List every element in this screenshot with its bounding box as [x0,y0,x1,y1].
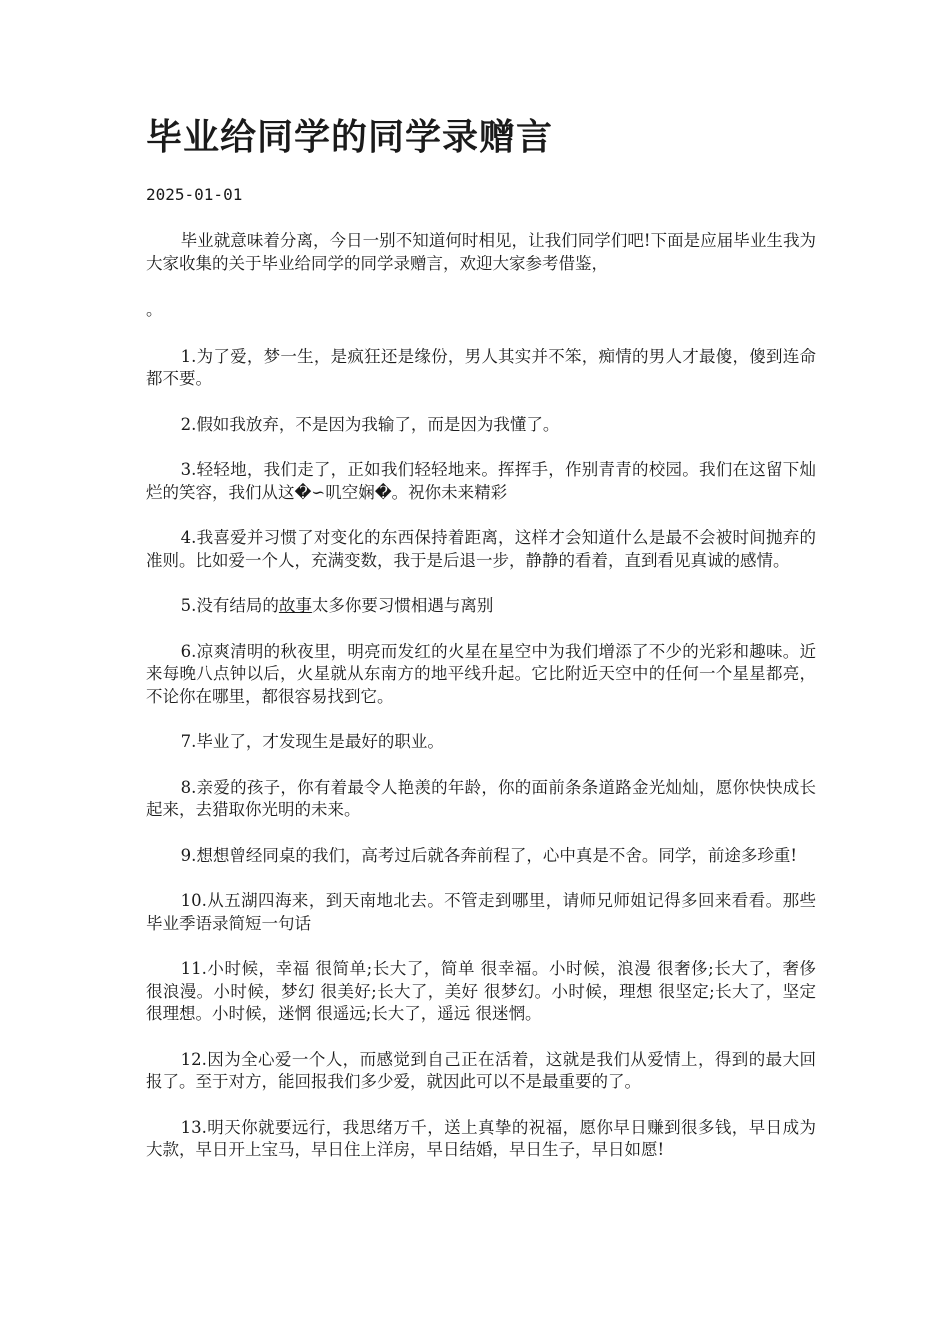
quote-item-5 [146,595,816,618]
quote-item-9: 9.想想曾经同桌的我们，高考过后就各奔前程了，心中真是不舍。同学，前途多珍重! [180,845,798,865]
quote-item-5-suffix: 太多你要习惯相遇与离别 [311,596,494,615]
quote-item-1: 1.为了爱，梦一生，是疯狂还是缘份，男人其实并不笨，痴情的男人才最傻，傻到连命都不要。 [146,346,816,388]
document-page [146,112,816,1162]
quote-item-13: 13.明天你就要远行，我思绪万千，送上真挚的祝福，愿你早日赚到很多钱，早日成为大款，早日开上宝马，早日住上洋房，早日结婚，早日生子，早日如愿! [146,1117,816,1159]
quote-item-7: 7.毕业了，才发现生是最好的职业。 [180,732,444,751]
quote-item-12: 12.因为全心爱一个人，而感觉到自己正在活着，这就是我们从爱情上，得到的最大回报了。至于对方，能回报我们多少爱，就因此可以不是最重要的了。 [146,1049,816,1091]
intro-paragraph: 毕业就意味着分离，今日一别不知道何时相见，让我们同学们吧!下面是应届毕业生我为大家收集的关于毕业给同学的同学录赠言，欢迎大家参考借鉴， [146,231,816,273]
quote-item-6: 6.凉爽清明的秋夜里，明亮而发红的火星在星空中为我们增添了不少的光彩和趣味。近来每晚八点钟以后，火星就从东南方的地平线升起。它比附近天空中的任何一个星星都亮，不论你在哪里，都很容易找到它。 [146,641,816,706]
quote-item-4: 4.我喜爱并习惯了对变化的东西保持着距离，这样才会知道什么是最不会被时间抛弃的准则。比如爱一个人，充满变数，我于是后退一步，静静的看着，直到看见真诚的感情。 [146,528,816,570]
quote-item-3: 3.轻轻地，我们走了，正如我们轻轻地来。挥挥手，作别青青的校园。我们在这留下灿烂的笑容，我们从这�∽叽空娴�。祝你未来精彩 [146,460,816,502]
quote-item-11: 11.小时候，幸福 很简单;长大了，简单 很幸福。小时候，浪漫 很奢侈;长大了，奢侈 很浪漫。小时候，梦幻 很美好;长大了，美好 很梦幻。小时候，理想 很坚定;长大了，坚定 很理想。小时候，迷惘 很遥远;长大了，遥远 很迷惘。 [146,959,816,1023]
quote-item-5-prefix: 5.没有结局的 [180,596,279,615]
quote-item-8: 8.亲爱的孩子，你有着最令人艳羡的年龄，你的面前条条道路金光灿灿，愿你快快成长起来，去猎取你光明的未来。 [146,777,816,819]
quote-item-2: 2.假如我放弃，不是因为我输了，而是因为我懂了。 [180,414,560,434]
quote-item-10: 10.从五湖四海来，到天南地北去。不管走到哪里，请师兄师姐记得多回来看看。那些毕业季语录简短一句话 [146,891,816,933]
publish-date: 2025-01-01 [146,185,243,204]
intro-ending: 。 [146,300,163,319]
page-title: 毕业给同学的同学录赠言 [146,117,554,158]
story-link[interactable]: 故事 [278,596,312,615]
